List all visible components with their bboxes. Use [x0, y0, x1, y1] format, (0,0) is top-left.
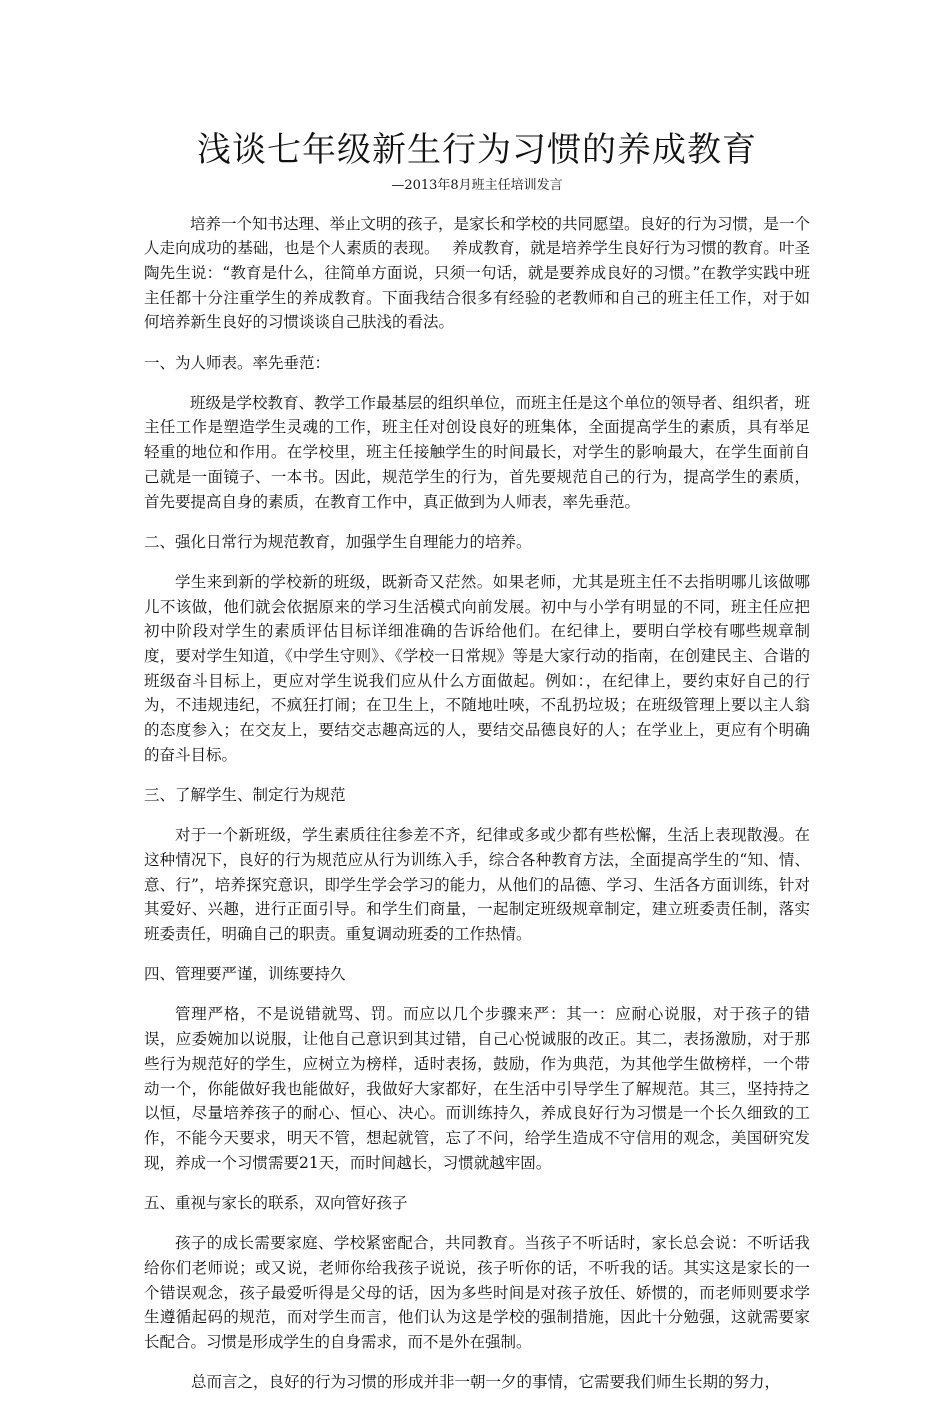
document-body [144, 212, 810, 1395]
section-heading-5: 五、重视与家长的联系，双向管好孩子 [144, 1193, 408, 1212]
section-paragraph-2: 学生来到新的学校新的班级，既新奇又茫然。如果老师，尤其是班主任不去指明哪儿该做哪儿不该做，他们就会依据原来的学习生活模式向前发展。初中与小学有明显的不同，班主任应把初中阶段对学生的素质评估目标详细准确的告诉给他们。在纪律上，要明白学校有哪些规章制度，要对学生知道，《中学生守则》、《学校一日常规》等是大家行动的指南，在创建民主、合谐的班级奋斗目标上，更应对学生说我们应从什么方面做起。例如：，在纪律上，要约束好自己的行为，不违规违纪，不疯狂打闹；在卫生上，不随地吐唊，不乱扔垃圾；在班级管理上要以主人翁的态度参入；在交友上，要结交志趣高远的人，要结交品德良好的人；在学业上，更应有个明确的奋斗目标。 [144, 572, 810, 764]
section-paragraph-4: 管理严格，不是说错就骂、罚。而应以几个步骤来严：其一：应耐心说服，对于孩子的错误，应委婉加以说服，让他自己意识到其过错，自己心悦诚服的改正。其二，表扬激励，对于那些行为规范好的学生，应树立为榜样，适时表扬，鼓励，作为典范，为其他学生做榜样，一个带动一个，你能做好我也能做好，我做好大家都好，在生活中引导学生了解规范。其三，坚持持之以恒，尽量培养孩子的耐心、恒心、决心。而训练持久，养成良好行为习惯是一个长久细致的工作，不能今天要求，明天不管，想起就管，忘了不问，给学生造成不守信用的观念，美国研究发现，养成一个习惯需要21天，而时间越长，习惯就越牢固。 [144, 1005, 810, 1172]
section-paragraph-1: 班级是学校教育、教学工作最基层的组织单位，而班主任是这个单位的领导者、组织者，班主任工作是塑造学生灵魂的工作，班主任对创设良好的班集体，全面提高学生的素质，具有举足轻重的地位和作用。在学校里，班主任接触学生的时间最长，对学生的影响最大，在学生面前自己就是一面镜子、一本书。因此，规范学生的行为，首先要规范自己的行为，提高学生的素质，首先要提高自身的素质，在教育工作中，真正做到为人师表，率先垂范。 [144, 393, 811, 511]
section-heading-2: 二、强化日常行为规范教育，加强学生自理能力的培养。 [144, 532, 532, 551]
document-title: 浅谈七年级新生行为习惯的养成教育 [197, 130, 757, 170]
section-heading-1: 一、为人师表。率先垂范： [144, 353, 331, 372]
intro-paragraph: 培养一个知书达理、举止文明的孩子，是家长和学校的共同愿望。良好的行为习惯，是一个人走向成功的基础，也是个人素质的表现。 养成教育，就是培养学生良好行为习惯的教育。叶圣陶先生说：“教育是什么，往简单方面说，只须一句话，就是要养成良好的习惯。”在教学实践中班主任都十分注重学生的养成教育。下面我结合很多有经验的老教师和自己的班主任工作，对于如何培养新生良好的习惯谈谈自己肤浅的看法。 [144, 214, 811, 332]
closing-paragraph: 总而言之，良好的行为习惯的形成并非一朝一夕的事情，它需要我们师生长期的努力， [191, 1373, 781, 1392]
section-heading-3: 三、了解学生、制定行为规范 [144, 786, 346, 805]
section-heading-4: 四、管理要严谨，训练要持久 [144, 965, 346, 984]
document-subtitle: —2013年8月班主任培训发言 [391, 178, 563, 193]
section-paragraph-3: 对于一个新班级，学生素质往往参差不齐，纪律或多或少都有些松懈，生活上表现散漫。在这种情况下，良好的行为规范应从行为训练入手，综合各种教育方法，全面提高学生的“知、情、意、行”，培养探究意识，即学生学会学习的能力，从他们的品德、学习、生活各方面训练，针对其爱好、兴趣，进行正面引导。和学生们商量，一起制定班级规章制定，建立班委责任制，落实班委责任，明确自己的职责。重复调动班委的工作热情。 [144, 826, 810, 944]
section-paragraph-5: 孩子的成长需要家庭、学校紧密配合，共同教育。当孩子不听话时，家长总会说：不听话我给你们老师说；或又说，老师你给我孩子说说，孩子听你的话，不听我的话。其实这是家长的一个错误观念，孩子最爱听得是父母的话，因为多些时间是对孩子放任、娇惯的，而老师则要求学生遵循起码的规范，而对学生而言，他们认为这是学校的强制措施，因此十分勉强，这就需要家长配合。习惯是形成学生的自身需求，而不是外在强制。 [144, 1234, 810, 1351]
document-page [144, 124, 810, 1410]
